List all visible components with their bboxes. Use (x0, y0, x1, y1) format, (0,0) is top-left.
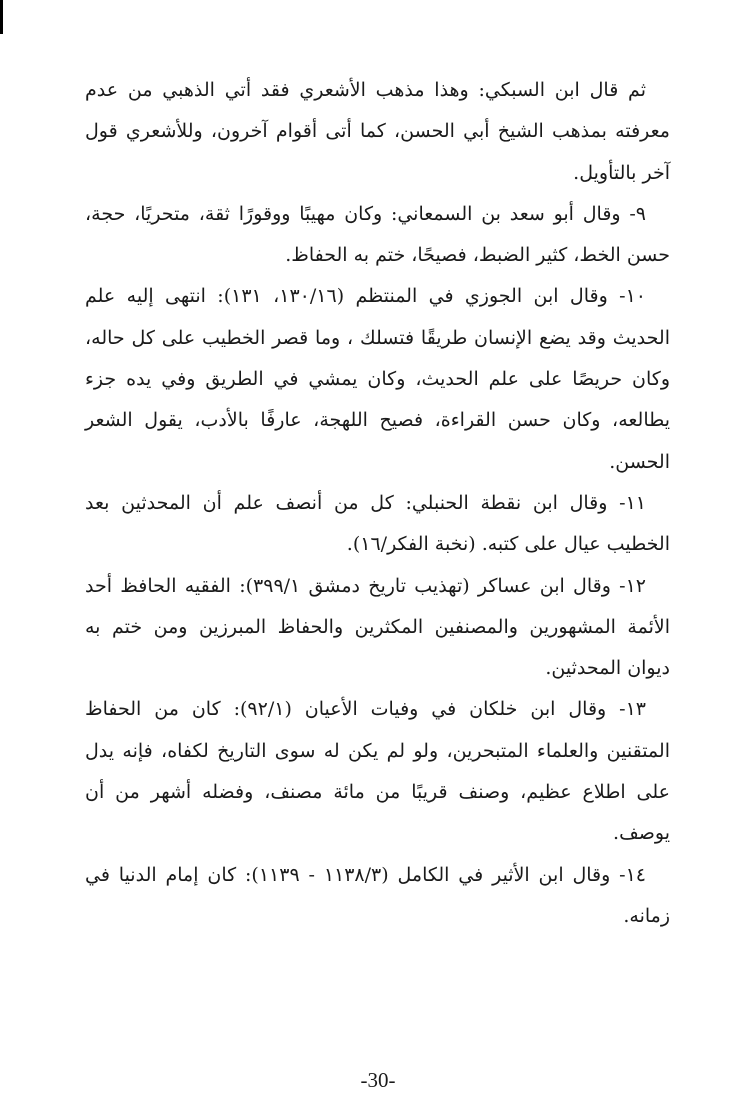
paragraph-14-ibn-athir: ١٤- وقال ابن الأثير في الكامل (١١٣٨/٣ - ١١٣٩): كان إمام الدنيا في زمانه. (85, 863, 670, 927)
paragraph-ibn-subki: ثم قال ابن السبكي: وهذا مذهب الأشعري فقد أتي الذهبي من عدم معرفته بمذهب الشيخ أبي الحسن، كما أتى أقوام آخرون، وللأشعري قول آخر بالتأويل. (85, 79, 670, 184)
paragraph-13-ibn-khallikan: ١٣- وقال ابن خلكان في وفيات الأعيان (٩٢/١): كان من الحفاظ المتقنين والعلماء المتبحرين، ولو لم يكن له سوى التاريخ لكفاه، فإنه يدل على اطلاع عظيم، وصنف قريبًا من مائة مصنف، وفضله أشهر من أن يوصف. (85, 698, 670, 845)
paragraph-12-ibn-asakir: ١٢- وقال ابن عساكر (تهذيب تاريخ دمشق ٣٩٩/١): الفقيه الحافظ أحد الأئمة المشهورين والمصنفين المكثرين والحفاظ المبرزين ومن ختم به ديوان المحدثين. (85, 574, 670, 680)
page-text-body (85, 70, 670, 937)
paragraph-11-ibn-nuqta: ١١- وقال ابن نقطة الحنبلي: كل من أنصف علم أن المحدثين بعد الخطيب عيال على كتبه. (نخبة الفكر/١٦). (85, 491, 670, 556)
scan-edge-mark (0, 0, 3, 34)
paragraph-10-ibn-jawzi: ١٠- وقال ابن الجوزي في المنتظم (١٣٠/١٦، ١٣١): انتهى إليه علم الحديث وقد يضع الإنسان طريقًا فتسلك ، وما قصر الخطيب على كل حاله، وكان حريصًا على علم الحديث، وكان يمشي في الطريق وفي يده جزء يطالعه، وكان حسن القراءة، فصيح اللهجة، عارفًا بالأدب، يقول الشعر الحسن. (85, 285, 670, 473)
paragraph-9-samani: ٩- وقال أبو سعد بن السمعاني: وكان مهيبًا ووقورًا ثقة، متحريًا، حجة، حسن الخط، كثير الضبط، فصيحًا، ختم به الحفاظ. (85, 202, 670, 267)
page-number: -30- (360, 1068, 396, 1092)
